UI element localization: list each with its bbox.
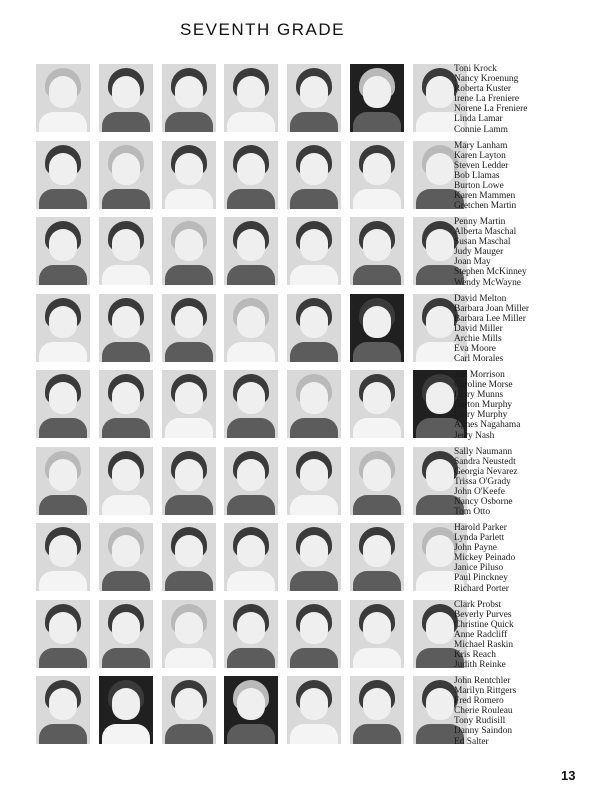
student-name: Anne Radcliff [454,629,508,640]
student-photo [99,217,153,285]
student-name: Norene La Freniere [454,104,528,115]
student-name: Alberta Maschal [454,227,517,238]
student-name-list [454,217,600,288]
student-name: Harold Parker [454,523,507,533]
student-name-list [454,600,600,671]
student-name-list [454,141,600,212]
student-name-list [454,447,600,518]
student-photo [36,447,90,515]
student-name: Karen Layton [454,150,506,161]
student-photo [287,141,341,209]
student-name: Linda Lamar [454,114,503,125]
student-photo [36,141,90,209]
student-name: Jerry Nash [454,430,495,441]
student-name: Barbara Lee Miller [454,313,526,324]
student-name: Eva Moore [454,343,496,354]
student-name: John Payne [454,543,497,554]
student-name: Mickey Peinado [454,553,516,564]
student-photo [287,600,341,668]
student-name: Stephen McKinney [454,267,527,278]
student-name: John Rentchler [454,676,511,686]
student-name: Larry Murphy [454,410,508,421]
student-photo [36,64,90,132]
student-photo [350,141,404,209]
student-row [36,447,596,519]
student-photo [224,64,278,132]
student-name: Janice Piluso [454,563,504,574]
student-name: Barton Murphy [454,400,513,411]
student-name: Tom Otto [454,507,491,518]
student-photo [287,64,341,132]
student-photo [99,600,153,668]
student-name: Bob Llamas [454,170,500,181]
student-name: Joan May [454,257,491,268]
student-photo [287,447,341,515]
student-photo [162,141,216,209]
student-row [36,217,596,289]
student-name: Kris Reach [454,649,496,660]
student-name: Sandra Neustedt [454,456,516,467]
student-photo [99,370,153,438]
student-photo [350,64,404,132]
student-name: Michael Raskin [454,639,514,650]
student-name: Paul Pinckney [454,573,508,584]
student-photo [36,217,90,285]
student-photo [99,294,153,362]
student-photo [99,64,153,132]
student-photo [99,141,153,209]
student-name: Agnes Nagahama [454,420,521,431]
student-name: Ed Salter [454,736,489,747]
student-photo [224,141,278,209]
student-name-list [454,370,600,441]
student-photo [287,294,341,362]
student-name: Steven Ledder [454,160,509,171]
student-row [36,370,596,442]
student-photo [99,676,153,744]
student-name: Barbara Joan Miller [454,303,529,314]
student-name: Roberta Kuster [454,84,512,95]
student-name: Cherie Rouleau [454,706,513,717]
student-name: Gretchen Martin [454,201,517,212]
student-photo [36,370,90,438]
page-number: 13 [561,768,576,783]
student-row [36,676,596,748]
student-name: Karen Mammen [454,190,516,201]
student-name: Sally Naumann [454,446,513,457]
student-name-list [454,64,600,135]
student-photo [36,523,90,591]
student-photo [350,370,404,438]
student-name: David Miller [454,323,503,334]
student-name: Lynda Parlett [454,533,505,544]
student-photo [224,294,278,362]
student-photo [162,64,216,132]
student-photo [287,523,341,591]
student-name: Clark Probst [454,599,502,610]
student-name: Nancy Osborne [454,496,513,507]
student-name: Jim Morrison [454,370,505,380]
student-name: Nancy Kroenung [454,74,519,85]
student-name: Judith Reinke [454,660,506,671]
page-title: SEVENTH GRADE [180,20,345,39]
student-photo [224,447,278,515]
student-photo [99,523,153,591]
student-photo [350,523,404,591]
student-name: Marilyn Rittgers [454,686,517,697]
student-photo [224,676,278,744]
student-name: Caroline Morse [454,380,513,391]
student-name: Danny Saindon [454,726,513,737]
student-row [36,294,596,366]
student-name: David Melton [454,293,507,304]
student-photo [162,676,216,744]
student-name: Archie Mills [454,333,502,344]
student-photo [162,370,216,438]
student-name: Carl Morales [454,354,504,365]
student-photo [162,294,216,362]
student-name: Toni Krock [454,64,497,74]
student-name: Trissa O'Grady [454,476,511,487]
student-name: Mary Lanham [454,140,508,151]
student-photo [350,217,404,285]
student-photo [224,600,278,668]
student-row [36,600,596,672]
student-name: Irene La Freniere [454,94,520,105]
student-name: Burton Lowe [454,180,504,191]
student-name: John O'Keefe [454,486,505,497]
student-row [36,64,596,136]
student-name: Fred Romero [454,696,504,707]
student-photo [350,676,404,744]
student-name: Tony Rudisill [454,716,506,727]
student-photo [162,217,216,285]
student-name-list [454,676,600,747]
student-photo [287,217,341,285]
student-name: Penny Martin [454,217,506,227]
student-name-list [454,294,600,365]
student-photo [224,217,278,285]
student-photo [224,523,278,591]
student-photo [36,676,90,744]
student-name: Larry Munns [454,390,504,401]
student-photo [287,370,341,438]
student-name: Christine Quick [454,619,514,630]
student-name: Wendy McWayne [454,277,521,288]
student-name: Susan Maschal [454,237,511,248]
student-photo [350,600,404,668]
student-row [36,141,596,213]
student-photo [99,447,153,515]
student-name: Judy Mauger [454,247,504,258]
student-name: Beverly Purves [454,609,512,620]
student-photo [350,294,404,362]
student-photo [36,600,90,668]
student-photo [162,447,216,515]
student-photo [36,294,90,362]
student-row [36,523,596,595]
student-photo [162,523,216,591]
student-name: Connie Lamm [454,124,508,135]
student-photo [350,447,404,515]
student-photo [287,676,341,744]
student-photo [224,370,278,438]
student-name: Richard Porter [454,583,509,594]
student-name: Georgia Nevarez [454,466,518,477]
student-name-list [454,523,600,594]
student-photo [162,600,216,668]
